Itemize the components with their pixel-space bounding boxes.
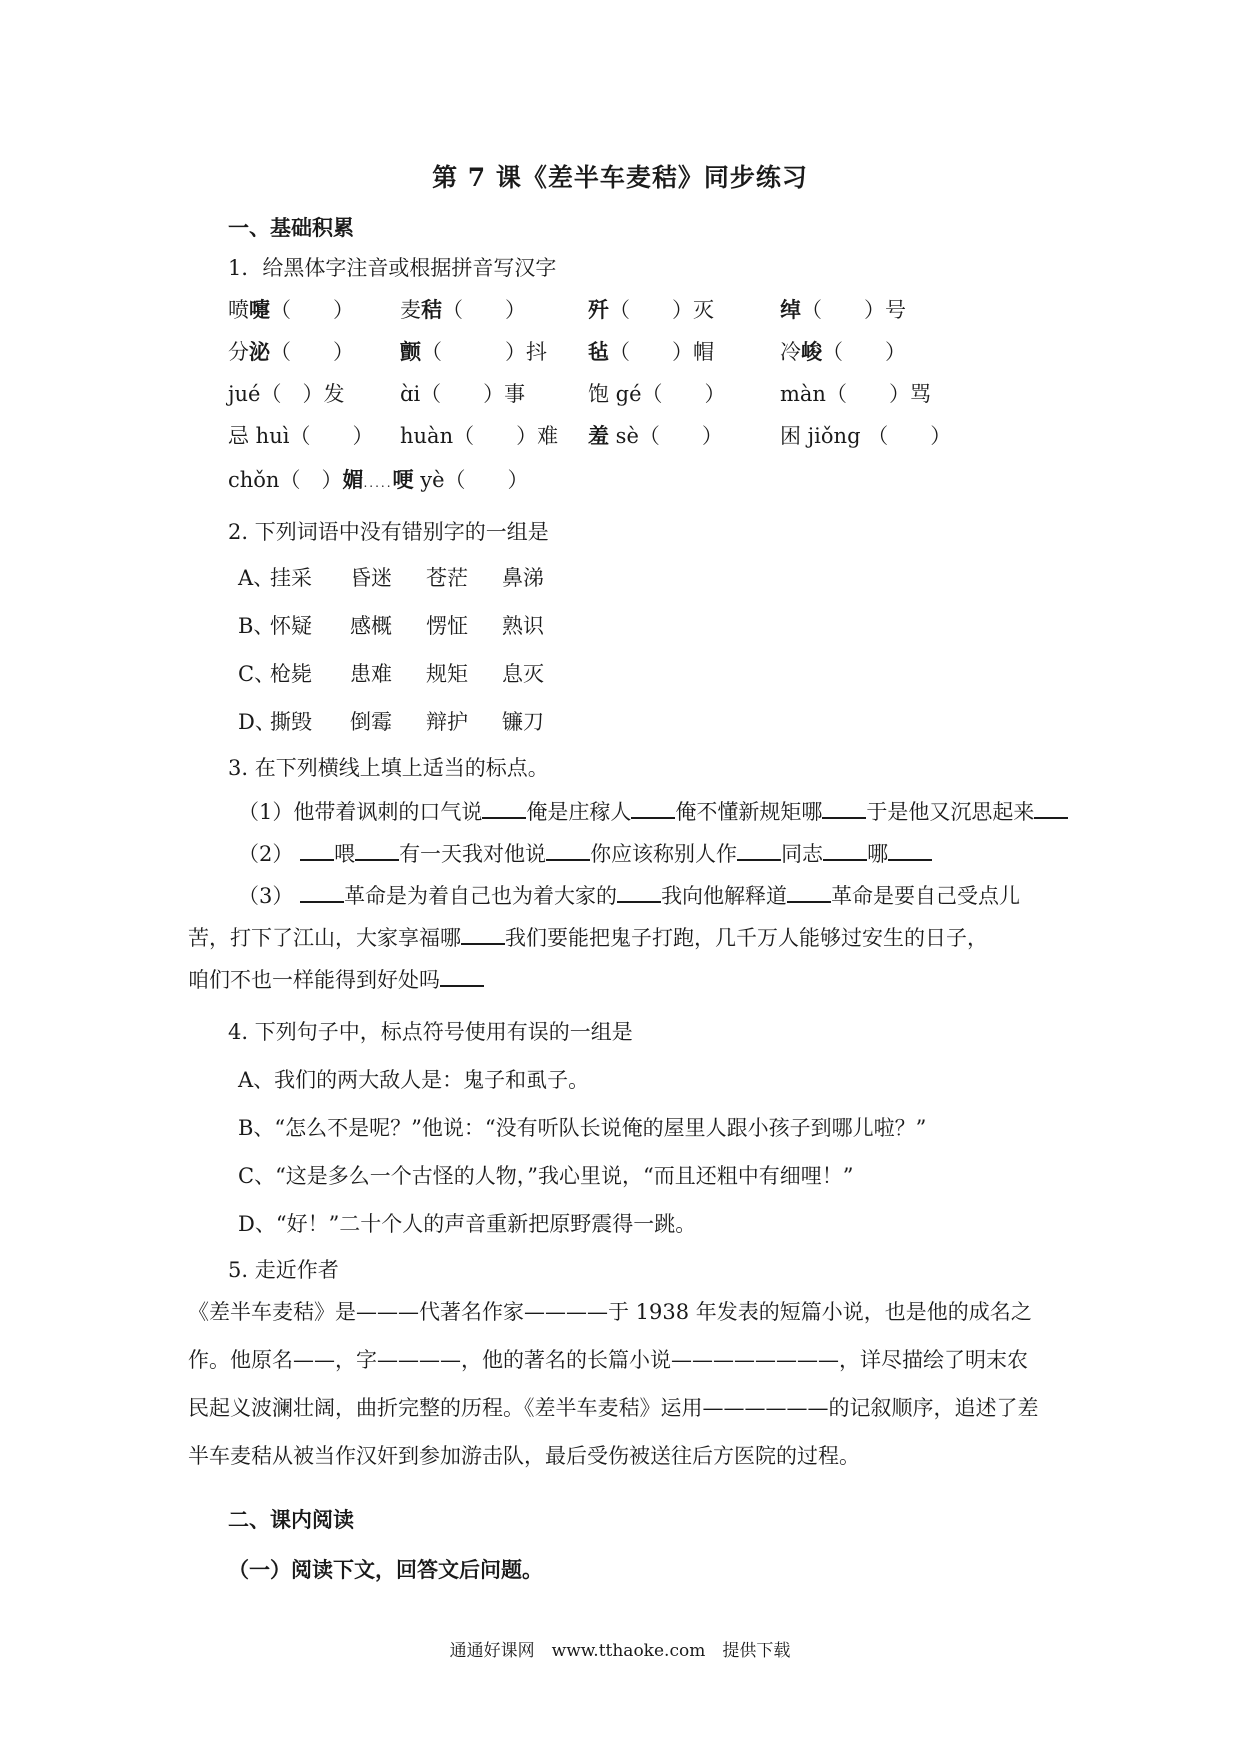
fill-blank[interactable] [617,881,661,903]
q3-s2-part: 哪 [867,842,889,866]
q3-s2-part: 你应该称别人作 [590,842,738,866]
q1-item [228,294,354,324]
q3-s3-part: 咱们不也一样能得到好处吗 [188,968,440,992]
q2-option-word: 规矩 [426,662,468,686]
fill-blank[interactable] [461,923,505,945]
q1-heading: 1．给黑体字注音或根据拼音写汉字 [228,256,557,280]
q3-sentence-2 [238,838,932,868]
q1-item-text: 喷 [228,298,249,322]
page-footer: 通通好课网 www.tthaoke.com 提供下载 [449,1641,791,1661]
q1-item-text: 麦 [400,298,421,322]
q1-item-bold-char: 羞 [588,423,609,448]
q4-option[interactable]: D、“好！”二十个人的声音重新把原野震得一跳。 [238,1212,697,1236]
q1-item-text: 分 [228,340,249,364]
q1-item [228,336,354,366]
q3-sentence-3b [188,922,988,952]
fill-blank[interactable] [822,797,866,819]
q1-item [588,336,714,366]
q3-s2-part: 同志 [781,842,824,866]
q2-option-word: 辩护 [426,710,468,734]
fill-blank[interactable] [787,881,831,903]
q2-option-word: 镰刀 [502,710,544,734]
q1-item-answer-slot[interactable]: （ ） [442,298,526,322]
q1-last-b: yè（ ） [413,468,529,492]
q1-item [228,420,373,450]
q1-item-answer-slot[interactable]: sè（ ） [609,424,723,448]
q1-item-bold-char: 颤 [400,339,421,364]
q1-item-text: 困 jiǒng （ ） [780,424,952,448]
q1-item-text: jué（ ）发 [228,382,345,406]
q4-heading: 4. 下列句子中，标点符号使用有误的一组是 [228,1020,633,1044]
fill-blank[interactable] [823,839,867,861]
q3-s3-part: 革命是为着自己也为着大家的 [344,884,618,908]
q4-option[interactable]: A、我们的两大敌人是：鬼子和虱子。 [238,1068,590,1092]
q1-item [780,336,906,366]
q1-item-answer-slot[interactable]: （ ）帽 [609,340,714,364]
q1-item [588,378,726,408]
q2-option-label[interactable]: A、 [238,566,275,590]
q1-item [780,294,906,324]
q1-item-text: 饱 gé（ ） [588,382,726,406]
fill-blank[interactable] [1034,797,1068,819]
section-heading-reading: 二、课内阅读 [228,1507,354,1532]
section-subheading-reading: （一）阅读下文，回答文后问题。 [228,1557,543,1582]
q1-item-text: ɑ̀i（ ）事 [400,382,526,406]
q3-s2-part: （2） [238,842,294,866]
fill-blank[interactable] [631,797,675,819]
q3-sentence-3c [188,964,484,994]
q2-option-word: 鼻涕 [502,566,544,590]
q5-heading: 5. 走近作者 [228,1258,339,1282]
q3-s1-part: 俺是庄稼人 [526,800,632,824]
q1-item-bold-char: 歼 [588,297,609,322]
q2-option-word: 枪毙 [270,662,312,686]
q3-heading: 3. 在下列横线上填上适当的标点。 [228,756,549,780]
q1-item-answer-slot[interactable]: （ ） [822,340,906,364]
q3-sentence-1 [238,796,1068,826]
q2-option-word: 愣怔 [426,614,468,638]
q1-item [228,378,344,408]
q1-item [400,336,547,366]
q1-item-text: huàn（ ）难 [400,424,559,448]
q3-s1-part: （1）他带着讽刺的口气说 [238,800,483,824]
q4-option[interactable]: C、“这是多么一个古怪的人物，”我心里说，“而且还粗中有细哩！” [238,1164,854,1188]
q1-item-answer-slot[interactable]: （ ）号 [801,298,906,322]
q1-item-bold-char: 峻 [801,339,822,364]
q1-item [400,378,525,408]
q2-option-label[interactable]: B、 [238,614,275,638]
q5-paragraph: 《差半车麦秸》是———代著名作家————于 1938 年发表的短篇小说，也是他的成名之作。他原名——，字————，他的著名的长篇小说————————，详尽描绘了明末农民起义波澜壮阔，曲折完整的历程。《差半车麦秸》运用——————的记叙顺序，追述了差半车麦秸从被当作汉奸到参加游击队，最后受伤被送往后方医院的过程。 [188,1300,1039,1468]
q3-s3-part: 苦，打下了江山，大家享福哪 [188,926,461,950]
page-title: 第 7 课《差半车麦秸》同步练习 [432,163,808,192]
q1-item-text: màn（ ）骂 [780,382,931,406]
q2-option-word: 熟识 [502,614,544,638]
q2-option-word: 撕毁 [270,710,312,734]
q1-item-bold-char: 泌 [249,339,270,364]
q1-last-b-bold: 哽 [392,467,414,492]
q1-item [780,378,931,408]
q2-option-word: 挂采 [270,566,312,590]
q1-last-a: chǒn（ ） [228,468,343,492]
q2-option-word: 息灭 [502,662,544,686]
q2-option-label[interactable]: C、 [238,662,276,686]
q3-s3-part: 我向他解释道 [661,884,788,908]
q3-s3-part: 我们要能把鬼子打跑，几千万人能够过安生的日子， [505,926,988,950]
q1-item-text: 忌 huì（ ） [228,424,374,448]
q1-item [400,294,526,324]
q2-option-word: 倒霉 [350,710,392,734]
q1-item [400,420,558,450]
q1-last-row [228,464,529,494]
q2-option-word: 患难 [350,662,392,686]
q1-item-bold-char: 绰 [780,297,801,322]
q3-s3-part: （3） [238,884,294,908]
q3-s1-part: 于是他又沉思起来 [866,800,1035,824]
q2-heading: 2. 下列词语中没有错别字的一组是 [228,520,549,544]
q3-sentence-3a [238,880,1020,910]
q3-s1-part: 俺不懂新规矩哪 [675,800,823,824]
q1-last-dots: ..... [363,476,393,490]
q2-option-word: 怀疑 [270,614,312,638]
q3-s2-part: 喂 [334,842,356,866]
q4-option[interactable]: B、“怎么不是呢？”他说：“没有听队长说俺的屋里人跟小孩子到哪儿啦？” [238,1116,927,1140]
q1-item-answer-slot[interactable]: （ ） [270,298,354,322]
q1-item-answer-slot[interactable]: （ ） [270,340,354,364]
q2-option-word: 感概 [350,614,392,638]
q1-item-answer-slot[interactable]: （ ）抖 [421,340,547,364]
q2-option-word: 昏迷 [350,566,392,590]
fill-blank[interactable] [737,839,781,861]
q1-last-a-bold: 媚 [342,467,364,492]
q2-option-word: 苍茫 [426,566,468,590]
section-heading-basics: 一、基础积累 [228,215,354,240]
q2-option-label[interactable]: D、 [238,710,276,734]
q3-s2-part: 有一天我对他说 [399,842,547,866]
q1-item-answer-slot[interactable]: （ ）灭 [609,298,714,322]
q1-item-bold-char: 毡 [588,339,609,364]
q1-item-bold-char: 秸 [421,297,442,322]
q1-item [780,420,951,450]
q1-item [588,294,714,324]
fill-blank[interactable] [300,839,334,861]
fill-blank[interactable] [355,839,399,861]
fill-blank[interactable] [888,839,932,861]
fill-blank[interactable] [482,797,526,819]
q1-item-bold-char: 嚏 [249,297,270,322]
fill-blank[interactable] [300,881,344,903]
fill-blank[interactable] [440,965,484,987]
fill-blank[interactable] [546,839,590,861]
q1-item-text: 冷 [780,340,801,364]
q1-item [588,420,723,450]
q3-s3-part: 革命是要自己受点儿 [831,884,1021,908]
